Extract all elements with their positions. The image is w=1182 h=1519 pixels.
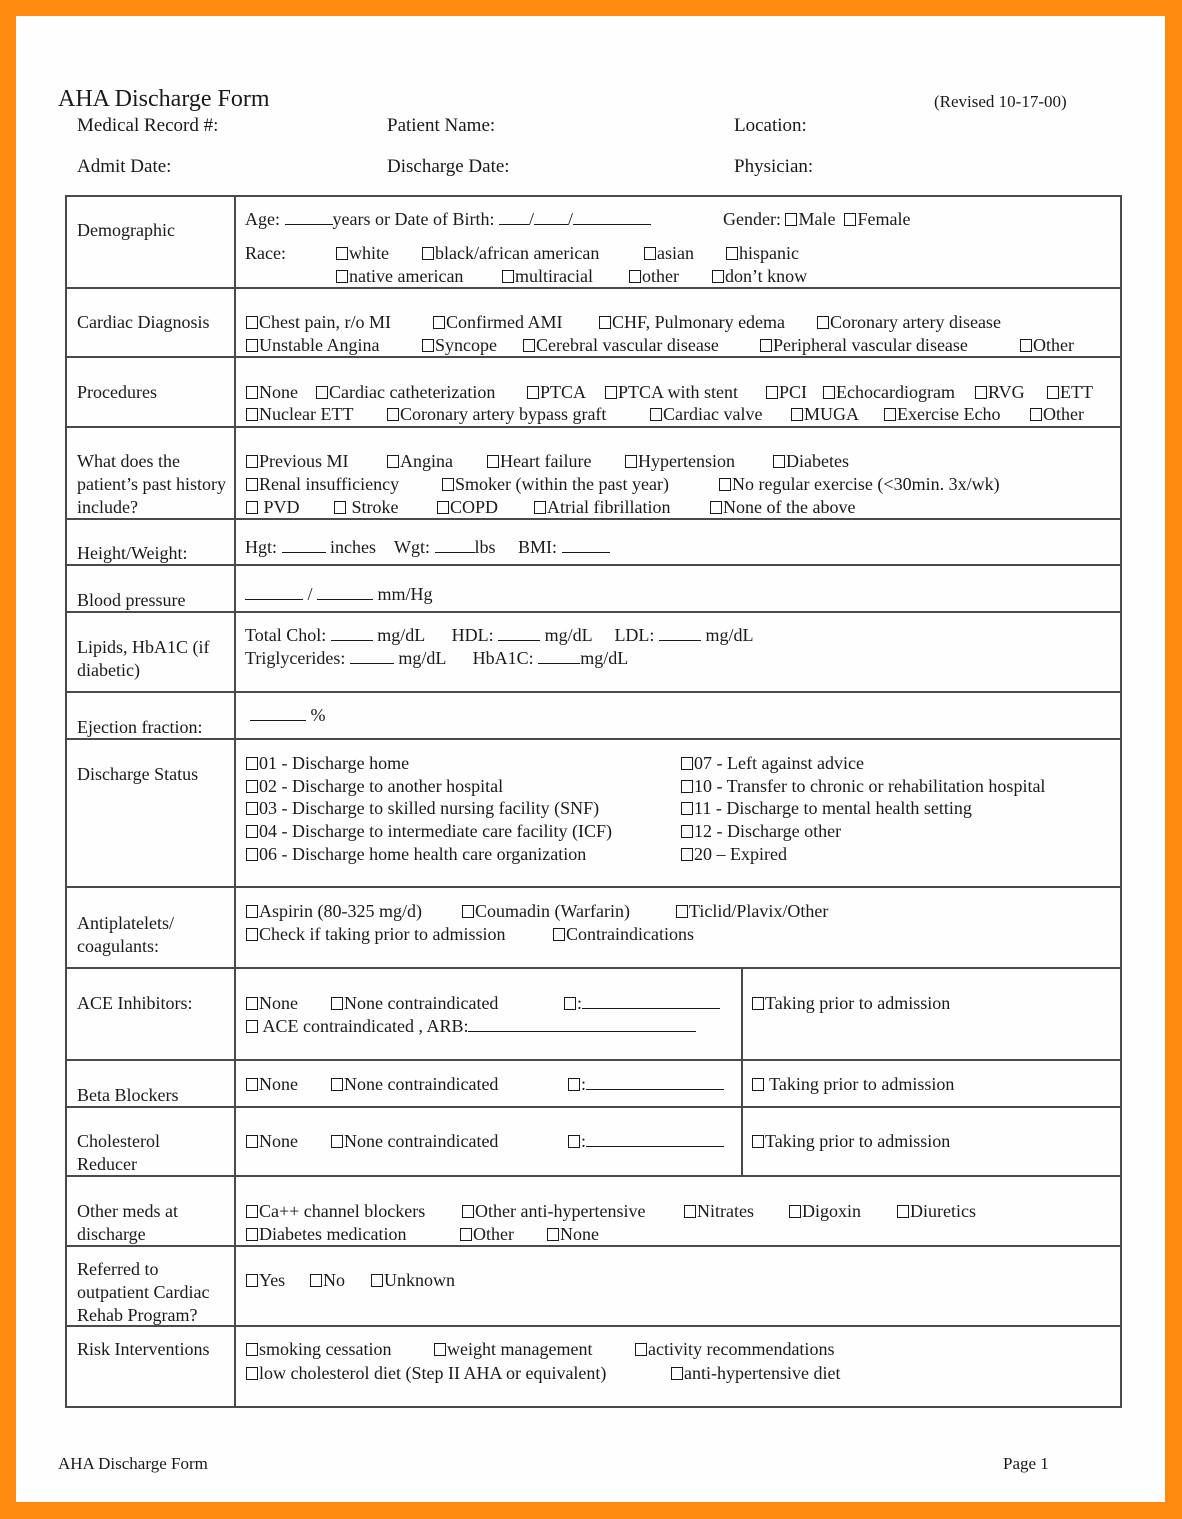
hdl-input[interactable] xyxy=(498,626,540,641)
procedure-option[interactable]: Echocardiogram xyxy=(823,381,955,404)
location-label: Location: xyxy=(734,115,807,136)
gender-line xyxy=(723,208,910,231)
checkbox-icon[interactable] xyxy=(897,1205,909,1218)
male-checkbox[interactable] xyxy=(785,213,797,226)
discharge-option[interactable]: 06 - Discharge home health care organization xyxy=(246,843,586,866)
procedure-option[interactable]: RVG xyxy=(975,381,1025,404)
diagnosis-option[interactable]: CHF, Pulmonary edema xyxy=(599,311,785,334)
checkbox-icon[interactable] xyxy=(553,928,565,941)
discharge-option[interactable]: 04 - Discharge to intermediate care facility (ICF) xyxy=(246,820,612,843)
arb-input[interactable] xyxy=(468,1017,696,1032)
table-right-border xyxy=(1120,195,1122,1408)
risk-option[interactable]: activity recommendations xyxy=(635,1338,834,1361)
checkbox-icon[interactable] xyxy=(719,478,731,491)
procedure-option[interactable]: None xyxy=(246,381,298,404)
row-divider xyxy=(66,611,1122,613)
history-option[interactable]: Smoker (within the past year) xyxy=(442,473,669,496)
procedure-option[interactable]: Cardiac catheterization xyxy=(316,381,495,404)
diagnosis-option[interactable]: Confirmed AMI xyxy=(433,311,563,334)
race-option[interactable]: native american xyxy=(336,265,463,288)
cholesterol-reducer-label: Cholesterol Reducer xyxy=(77,1131,160,1174)
ace-contra-arb-option[interactable]: ACE contraindicated , ARB: xyxy=(246,1015,696,1038)
ace-drug-option[interactable]: : xyxy=(564,992,720,1015)
checkbox-icon[interactable] xyxy=(246,757,258,770)
row-divider xyxy=(66,691,1122,693)
discharge-date-label: Discharge Date: xyxy=(387,156,510,177)
checkbox-icon[interactable] xyxy=(568,1135,580,1148)
ace-taking-prior-option[interactable]: Taking prior to admission xyxy=(752,992,950,1015)
row-divider xyxy=(66,564,1122,566)
checkbox-icon[interactable] xyxy=(334,501,346,514)
checkbox-icon[interactable] xyxy=(752,997,764,1010)
race-option[interactable]: asian xyxy=(644,242,694,265)
risk-option[interactable]: smoking cessation xyxy=(246,1338,392,1361)
checkbox-icon[interactable] xyxy=(823,386,835,399)
checkbox-icon[interactable] xyxy=(246,1367,258,1380)
checkbox-icon[interactable] xyxy=(752,1135,764,1148)
checkbox-icon[interactable] xyxy=(766,386,778,399)
row-divider xyxy=(66,967,1122,969)
checkbox-icon[interactable] xyxy=(246,1274,258,1287)
history-option[interactable]: Angina xyxy=(387,450,453,473)
bb-drug-input[interactable] xyxy=(586,1075,724,1090)
checkbox-icon[interactable] xyxy=(246,848,258,861)
revision-date: (Revised 10-17-00) xyxy=(934,92,1067,111)
checkbox-icon[interactable] xyxy=(437,501,449,514)
checkbox-icon[interactable] xyxy=(246,501,258,514)
diastolic-input[interactable] xyxy=(317,585,373,600)
checkbox-icon[interactable] xyxy=(564,997,576,1010)
checkbox-icon[interactable] xyxy=(760,339,772,352)
checkbox-icon[interactable] xyxy=(975,386,987,399)
ace-drug-input[interactable] xyxy=(582,994,720,1009)
checkbox-icon[interactable] xyxy=(462,905,474,918)
discharge-option[interactable]: 10 - Transfer to chronic or rehabilitation hospital xyxy=(681,775,1045,798)
checkbox-icon[interactable] xyxy=(726,247,738,260)
checkbox-icon[interactable] xyxy=(605,386,617,399)
patient-name-label: Patient Name: xyxy=(387,115,496,136)
history-option[interactable]: Diabetes xyxy=(773,450,849,473)
systolic-input[interactable] xyxy=(245,585,303,600)
ace-inhibitors-label: ACE Inhibitors: xyxy=(77,993,193,1013)
checkbox-icon[interactable] xyxy=(246,455,258,468)
checkbox-icon[interactable] xyxy=(246,339,258,352)
checkbox-icon[interactable] xyxy=(487,455,499,468)
race-option[interactable]: don’t know xyxy=(712,265,807,288)
checkbox-icon[interactable] xyxy=(625,455,637,468)
procedure-option[interactable]: ETT xyxy=(1047,381,1093,404)
checkbox-icon[interactable] xyxy=(246,1205,258,1218)
checkbox-icon[interactable] xyxy=(246,905,258,918)
row-divider xyxy=(66,1059,1122,1061)
checkbox-icon[interactable] xyxy=(336,247,348,260)
checkbox-icon[interactable] xyxy=(884,408,896,421)
antiplatelet-option[interactable]: Aspirin (80-325 mg/d) xyxy=(246,900,422,923)
checkbox-icon[interactable] xyxy=(712,270,724,283)
checkbox-icon[interactable] xyxy=(462,1205,474,1218)
antiplatelets-label: Antiplatelets/ coagulants: xyxy=(77,913,174,956)
discharge-option[interactable]: 12 - Discharge other xyxy=(681,820,841,843)
checkbox-icon[interactable] xyxy=(246,1135,258,1148)
cardiac-diagnosis-label: Cardiac Diagnosis xyxy=(77,312,210,332)
row-divider xyxy=(66,886,1122,888)
risk-interventions-label: Risk Interventions xyxy=(77,1339,210,1359)
checkbox-icon[interactable] xyxy=(460,1228,472,1241)
triglycerides-input[interactable] xyxy=(350,649,394,664)
checkbox-icon[interactable] xyxy=(568,1078,580,1091)
other-med-option[interactable]: Ca++ channel blockers xyxy=(246,1200,425,1223)
race-label: Race: xyxy=(245,243,286,263)
checkbox-icon[interactable] xyxy=(1047,386,1059,399)
ldl-input[interactable] xyxy=(659,626,701,641)
checkbox-icon[interactable] xyxy=(434,1343,446,1356)
checkbox-icon[interactable] xyxy=(246,1020,258,1033)
checkbox-icon[interactable] xyxy=(789,1205,801,1218)
checkbox-icon[interactable] xyxy=(331,997,343,1010)
dob-year-input[interactable] xyxy=(573,210,651,225)
chol-drug-option[interactable]: : xyxy=(568,1130,724,1153)
other-med-option[interactable]: Diabetes medication xyxy=(246,1223,406,1246)
risk-option[interactable]: weight management xyxy=(434,1338,592,1361)
height-input[interactable] xyxy=(282,538,326,553)
checkbox-icon[interactable] xyxy=(671,1367,683,1380)
history-option[interactable]: Heart failure xyxy=(487,450,591,473)
checkbox-icon[interactable] xyxy=(791,408,803,421)
blood-pressure-label: Blood pressure xyxy=(77,590,186,610)
checkbox-icon[interactable] xyxy=(681,780,693,793)
diagnosis-option[interactable]: Unstable Angina xyxy=(246,334,379,357)
gender-label: Gender: xyxy=(723,209,781,229)
checkbox-icon[interactable] xyxy=(246,928,258,941)
lipids-label: Lipids, HbA1C (if diabetic) xyxy=(77,637,210,680)
checkbox-icon[interactable] xyxy=(246,386,258,399)
chol-taking-prior-option[interactable]: Taking prior to admission xyxy=(752,1130,950,1153)
checkbox-icon[interactable] xyxy=(422,339,434,352)
checkbox-icon[interactable] xyxy=(331,1078,343,1091)
cardiac-rehab-label: Referred to outpatient Cardiac Rehab Program? xyxy=(77,1259,210,1325)
bmi-input[interactable] xyxy=(562,538,610,553)
row-divider xyxy=(66,738,1122,740)
other-med-option[interactable]: Other anti-hypertensive xyxy=(462,1200,645,1223)
checkbox-icon[interactable] xyxy=(246,802,258,815)
procedure-option[interactable]: Other xyxy=(1030,403,1084,426)
checkbox-icon[interactable] xyxy=(331,1135,343,1148)
checkbox-icon[interactable] xyxy=(387,408,399,421)
checkbox-icon[interactable] xyxy=(246,316,258,329)
other-med-option[interactable]: Nitrates xyxy=(684,1200,754,1223)
ejection-fraction-input[interactable] xyxy=(250,706,306,721)
discharge-option[interactable]: 20 – Expired xyxy=(681,843,787,866)
race-option[interactable]: white xyxy=(336,242,389,265)
checkbox-icon[interactable] xyxy=(246,408,258,421)
history-option[interactable]: Renal insufficiency xyxy=(246,473,399,496)
rehab-unknown-option[interactable]: Unknown xyxy=(371,1269,455,1292)
physician-label: Physician: xyxy=(734,156,814,177)
row-divider xyxy=(66,1175,1122,1177)
checkbox-icon[interactable] xyxy=(371,1274,383,1287)
discharge-option[interactable]: 03 - Discharge to skilled nursing facility (SNF) xyxy=(246,797,599,820)
procedure-option[interactable]: PCI xyxy=(766,381,807,404)
checkbox-icon[interactable] xyxy=(650,408,662,421)
checkbox-icon[interactable] xyxy=(681,802,693,815)
procedure-option[interactable]: Cardiac valve xyxy=(650,403,762,426)
antiplatelet-option[interactable]: Check if taking prior to admission xyxy=(246,923,505,946)
diagnosis-option[interactable]: Syncope xyxy=(422,334,497,357)
race-option[interactable]: hispanic xyxy=(726,242,799,265)
bb-taking-prior-option[interactable]: Taking prior to admission xyxy=(752,1073,954,1096)
blood-pressure-fields: / mm/Hg xyxy=(245,583,433,606)
checkbox-icon[interactable] xyxy=(442,478,454,491)
race-option[interactable]: other xyxy=(629,265,679,288)
bb-drug-option[interactable]: : xyxy=(568,1073,724,1096)
checkbox-icon[interactable] xyxy=(773,455,785,468)
checkbox-icon[interactable] xyxy=(523,339,535,352)
checkbox-icon[interactable] xyxy=(433,316,445,329)
checkbox-icon[interactable] xyxy=(246,780,258,793)
procedure-option[interactable]: Exercise Echo xyxy=(884,403,1000,426)
height-weight-fields: Hgt: inches Wgt: lbs BMI: xyxy=(245,536,610,559)
checkbox-icon[interactable] xyxy=(629,270,641,283)
lipids-line-2: Triglycerides: mg/dL HbA1C: mg/dL xyxy=(245,648,629,668)
other-med-option[interactable]: Digoxin xyxy=(789,1200,861,1223)
page-number: Page 1 xyxy=(1003,1454,1049,1473)
diagnosis-option[interactable]: Other xyxy=(1020,334,1074,357)
history-option[interactable]: Atrial fibrillation xyxy=(534,496,670,519)
lipids-line-1: Total Chol: mg/dL HDL: mg/dL LDL: mg/dL xyxy=(245,625,754,645)
checkbox-icon[interactable] xyxy=(644,247,656,260)
history-option[interactable]: Previous MI xyxy=(246,450,349,473)
discharge-option[interactable]: 02 - Discharge to another hospital xyxy=(246,775,503,798)
checkbox-icon[interactable] xyxy=(387,455,399,468)
age-label: Age: xyxy=(245,209,280,229)
procedure-option[interactable]: PTCA with stent xyxy=(605,381,738,404)
checkbox-icon[interactable] xyxy=(752,1078,764,1091)
history-option[interactable]: COPD xyxy=(437,496,498,519)
demographic-label: Demographic xyxy=(77,220,175,240)
discharge-option[interactable]: 11 - Discharge to mental health setting xyxy=(681,797,972,820)
weight-input[interactable] xyxy=(435,538,475,553)
checkbox-icon[interactable] xyxy=(316,386,328,399)
dob-month-input[interactable] xyxy=(499,210,529,225)
history-option[interactable]: No regular exercise (<30min. 3x/wk) xyxy=(719,473,1000,496)
ace-none-option[interactable]: None xyxy=(246,992,298,1015)
bb-none-option[interactable]: None xyxy=(246,1073,298,1096)
checkbox-icon[interactable] xyxy=(710,501,722,514)
race-option[interactable]: black/african american xyxy=(422,242,599,265)
ace-none-contra-option[interactable]: None contraindicated xyxy=(331,992,498,1015)
history-option[interactable]: Stroke xyxy=(334,496,399,519)
checkbox-icon[interactable] xyxy=(246,1078,258,1091)
checkbox-icon[interactable] xyxy=(534,501,546,514)
chol-drug-input[interactable] xyxy=(586,1132,724,1147)
total-chol-input[interactable] xyxy=(331,626,373,641)
age-dob-line: Age: years or Date of Birth: / / xyxy=(245,208,651,231)
procedure-option[interactable]: Coronary artery bypass graft xyxy=(387,403,606,426)
age-input[interactable] xyxy=(285,210,333,225)
row-divider xyxy=(66,287,1122,289)
label-column-divider xyxy=(234,195,236,1408)
bb-none-contra-option[interactable]: None contraindicated xyxy=(331,1073,498,1096)
dob-label: years or Date of Birth: xyxy=(332,209,495,229)
rehab-yes-option[interactable]: Yes xyxy=(246,1269,285,1292)
checkbox-icon[interactable] xyxy=(246,1228,258,1241)
antiplatelet-option[interactable]: Contraindications xyxy=(553,923,694,946)
procedures-label: Procedures xyxy=(77,382,157,402)
risk-option[interactable]: low cholesterol diet (Step II AHA or equivalent) xyxy=(246,1362,606,1385)
form-title: AHA Discharge Form xyxy=(58,86,270,112)
checkbox-icon[interactable] xyxy=(681,825,693,838)
checkbox-icon[interactable] xyxy=(681,848,693,861)
table-left-border xyxy=(65,195,67,1408)
procedure-option[interactable]: PTCA xyxy=(527,381,586,404)
race-option[interactable]: multiracial xyxy=(502,265,593,288)
checkbox-icon[interactable] xyxy=(684,1205,696,1218)
history-option[interactable]: Hypertension xyxy=(625,450,735,473)
checkbox-icon[interactable] xyxy=(1030,408,1042,421)
table-bottom-border xyxy=(66,1406,1122,1408)
checkbox-icon[interactable] xyxy=(336,270,348,283)
checkbox-icon[interactable] xyxy=(527,386,539,399)
checkbox-icon[interactable] xyxy=(246,478,258,491)
checkbox-icon[interactable] xyxy=(817,316,829,329)
other-med-option[interactable]: Other xyxy=(460,1223,514,1246)
discharge-option[interactable]: 01 - Discharge home xyxy=(246,752,409,775)
history-label: What does the patient’s past history include? xyxy=(77,451,226,517)
checkbox-icon[interactable] xyxy=(681,757,693,770)
ejection-fraction-label: Ejection fraction: xyxy=(77,717,203,737)
history-option[interactable]: PVD xyxy=(246,496,300,519)
dob-day-input[interactable] xyxy=(534,210,568,225)
female-checkbox[interactable] xyxy=(844,213,856,226)
row-divider xyxy=(66,1106,1122,1108)
diagnosis-option[interactable]: Cerebral vascular disease xyxy=(523,334,719,357)
checkbox-icon[interactable] xyxy=(246,825,258,838)
chol-none-contra-option[interactable]: None contraindicated xyxy=(331,1130,498,1153)
medical-record-label: Medical Record #: xyxy=(77,115,219,136)
form-page xyxy=(16,16,1165,1502)
checkbox-icon[interactable] xyxy=(246,1343,258,1356)
checkbox-icon[interactable] xyxy=(1020,339,1032,352)
discharge-status-label: Discharge Status xyxy=(77,764,199,784)
procedure-option[interactable]: Nuclear ETT xyxy=(246,403,353,426)
beta-blockers-label: Beta Blockers xyxy=(77,1085,179,1105)
other-meds-label: Other meds at discharge xyxy=(77,1201,178,1244)
male-label: Male xyxy=(798,209,836,229)
height-weight-label: Height/Weight: xyxy=(77,543,188,563)
checkbox-icon[interactable] xyxy=(502,270,514,283)
checkbox-icon[interactable] xyxy=(310,1274,322,1287)
checkbox-icon[interactable] xyxy=(676,905,688,918)
checkbox-icon[interactable] xyxy=(547,1228,559,1241)
chol-none-option[interactable]: None xyxy=(246,1130,298,1153)
checkbox-icon[interactable] xyxy=(635,1343,647,1356)
discharge-option[interactable]: 07 - Left against advice xyxy=(681,752,864,775)
other-med-option[interactable]: None xyxy=(547,1223,599,1246)
diagnosis-option[interactable]: Peripheral vascular disease xyxy=(760,334,968,357)
other-med-option[interactable]: Diuretics xyxy=(897,1200,976,1223)
checkbox-icon[interactable] xyxy=(599,316,611,329)
rehab-no-option[interactable]: No xyxy=(310,1269,345,1292)
footer-title: AHA Discharge Form xyxy=(58,1454,208,1473)
history-option[interactable]: None of the above xyxy=(710,496,855,519)
procedure-option[interactable]: MUGA xyxy=(791,403,859,426)
hba1c-input[interactable] xyxy=(538,649,580,664)
meds-column-divider xyxy=(741,968,743,1176)
row-divider xyxy=(66,426,1122,428)
checkbox-icon[interactable] xyxy=(422,247,434,260)
ejection-fraction-field: % xyxy=(250,704,326,727)
admit-date-label: Admit Date: xyxy=(77,156,172,177)
diagnosis-option[interactable]: Chest pain, r/o MI xyxy=(246,311,391,334)
checkbox-icon[interactable] xyxy=(246,997,258,1010)
antiplatelet-option[interactable]: Ticlid/Plavix/Other xyxy=(676,900,828,923)
table-top-border xyxy=(66,195,1122,197)
diagnosis-option[interactable]: Coronary artery disease xyxy=(817,311,1001,334)
risk-option[interactable]: anti-hypertensive diet xyxy=(671,1362,840,1385)
antiplatelet-option[interactable]: Coumadin (Warfarin) xyxy=(462,900,630,923)
female-label: Female xyxy=(857,209,911,229)
